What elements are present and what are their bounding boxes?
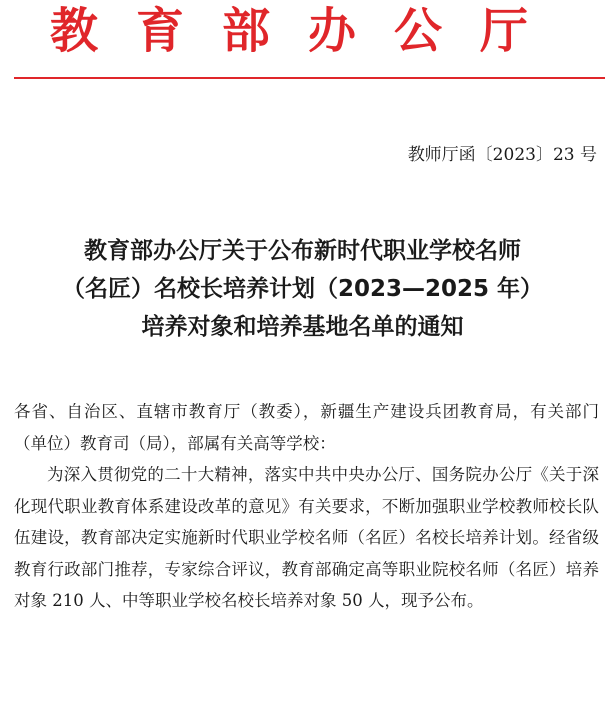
document-body (14, 396, 599, 617)
document-masthead (0, 0, 605, 80)
body-paragraph-1: 为深入贯彻党的二十大精神，落实中共中央办公厅、国务院办公厅《关于深化现代职业教育体系建设改革的意见》有关要求，不断加强职业学校教师校长队伍建设，教育部决定实施新时代职业学校名师（名匠）名校长培养计划。经省级教育行政部门推荐，专家综合评议，教育部确定高等职业院校名师（名匠）培养对象 210 人、中等职业学校名校长培养对象 50 人，现予公布。 (14, 465, 599, 610)
issuing-authority-title: 教育部办公厅 (50, 3, 567, 59)
document-title (0, 232, 605, 346)
document-title-line-3: 培养对象和培养基地名单的通知 (141, 314, 464, 340)
document-title-line-1: 教育部办公厅关于公布新时代职业学校名师 (84, 238, 521, 264)
document-title-line-2: （名匠）名校长培养计划（2023—2025 年） (61, 276, 544, 302)
masthead-red-rule (14, 77, 605, 79)
document-number: 教师厅函〔2023〕23 号 (407, 145, 597, 165)
salutation-paragraph: 各省、自治区、直辖市教育厅（教委），新疆生产建设兵团教育局，有关部门（单位）教育司（局），部属有关高等学校： (14, 402, 599, 453)
